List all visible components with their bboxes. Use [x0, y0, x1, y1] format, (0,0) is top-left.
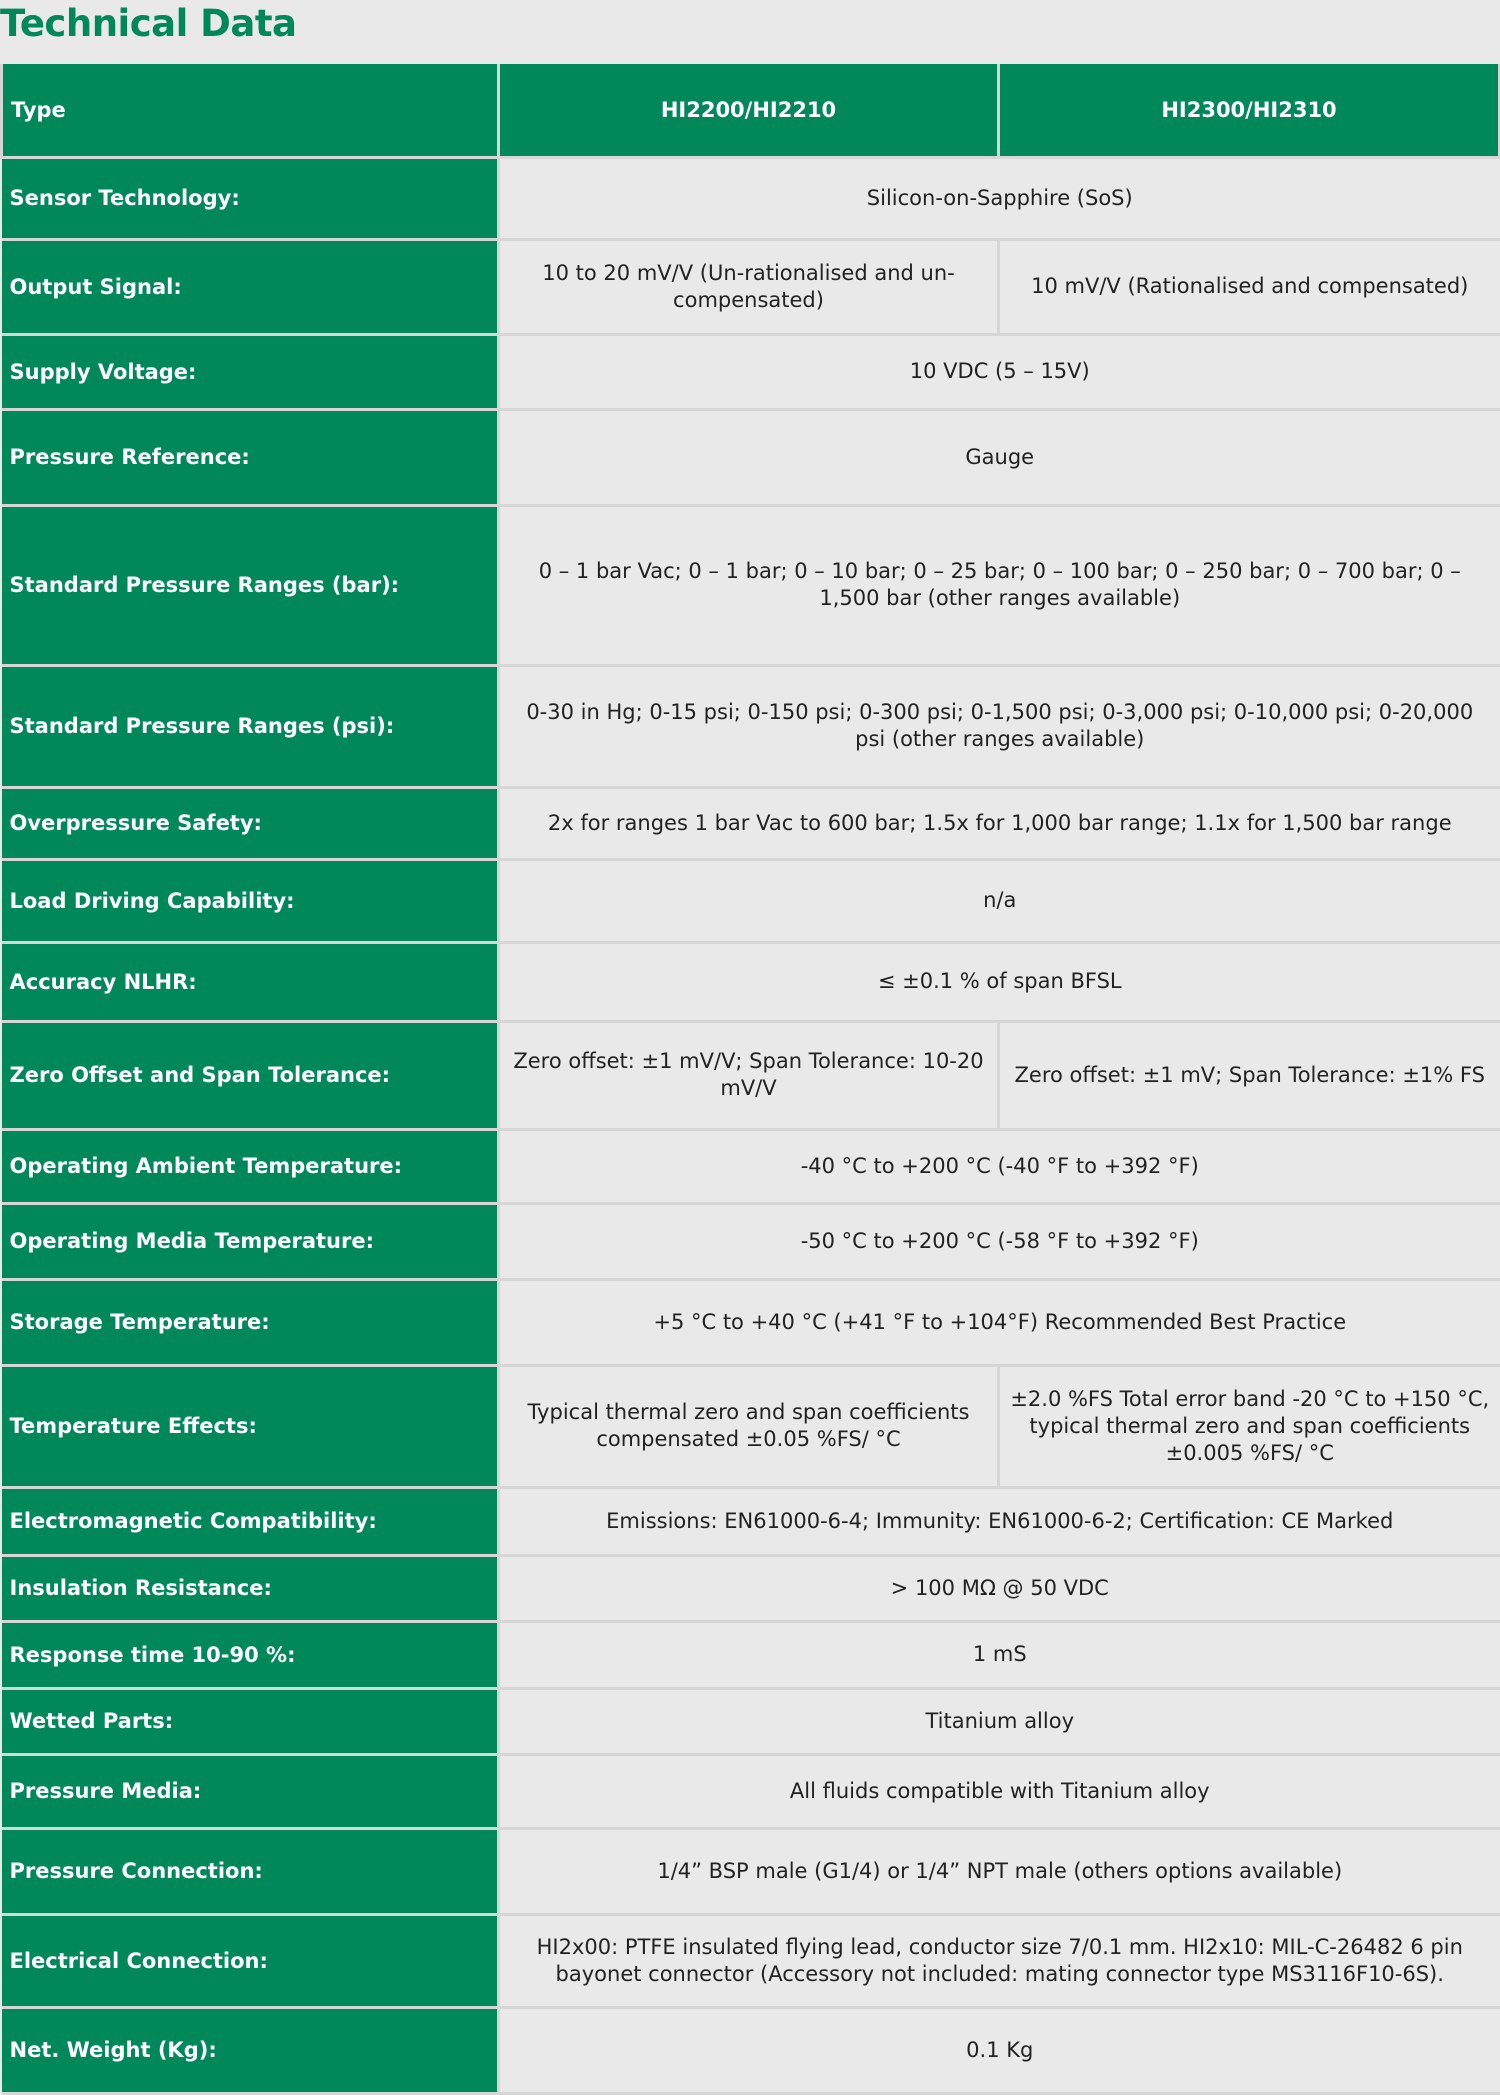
row-label: Net. Weight (Kg): [2, 2007, 499, 2093]
row-value: -50 °C to +200 °C (-58 °F to +392 °F) [499, 1203, 1500, 1279]
row-value: 0.1 Kg [499, 2007, 1500, 2093]
table-row [2, 1487, 1500, 1555]
row-label: Electromagnetic Compatibility: [2, 1487, 499, 1555]
row-value: HI2x00: PTFE insulated flying lead, conductor size 7/0.1 mm. HI2x10: MIL-C-26482 6 pin bayonet connector (Accessory not included: mating connector type MS3116F10-6S). [499, 1914, 1500, 2007]
table-row [2, 409, 1500, 505]
row-label: Zero Offset and Span Tolerance: [2, 1021, 499, 1129]
table-row [2, 1365, 1500, 1487]
row-value: n/a [499, 859, 1500, 942]
row-label: Insulation Resistance: [2, 1555, 499, 1621]
row-label: Standard Pressure Ranges (bar): [2, 505, 499, 665]
table-row [2, 334, 1500, 409]
row-value-hi2300: ±2.0 %FS Total error band -20 °C to +150 °C, typical thermal zero and span coefficients ±0.005 %FS/ °C [999, 1365, 1500, 1487]
row-value: 0 – 1 bar Vac; 0 – 1 bar; 0 – 10 bar; 0 – 25 bar; 0 – 100 bar; 0 – 250 bar; 0 – 700 bar; 0 – 1,500 bar (other ranges available) [499, 505, 1500, 665]
table-header-row [2, 64, 1500, 157]
row-value: 2x for ranges 1 bar Vac to 600 bar; 1.5x for 1,000 bar range; 1.1x for 1,500 bar range [499, 787, 1500, 859]
row-label: Temperature Effects: [2, 1365, 499, 1487]
table-row [2, 157, 1500, 239]
row-value: 1 mS [499, 1621, 1500, 1688]
row-label: Storage Temperature: [2, 1279, 499, 1365]
table-row [2, 1129, 1500, 1203]
table-row [2, 1754, 1500, 1828]
row-label: Overpressure Safety: [2, 787, 499, 859]
table-row [2, 1203, 1500, 1279]
table-row [2, 1688, 1500, 1754]
header-model-hi2300: HI2300/HI2310 [999, 64, 1500, 157]
table-row [2, 665, 1500, 787]
table-row [2, 1914, 1500, 2007]
table-row [2, 787, 1500, 859]
row-label: Sensor Technology: [2, 157, 499, 239]
page-title: Technical Data [0, 2, 297, 45]
row-value: 1/4” BSP male (G1/4) or 1/4” NPT male (others options available) [499, 1828, 1500, 1914]
header-type-label: Type [2, 64, 499, 157]
table-row [2, 1621, 1500, 1688]
table-row [2, 1021, 1500, 1129]
row-value-hi2300: 10 mV/V (Rationalised and compensated) [999, 239, 1500, 334]
row-value-hi2300: Zero offset: ±1 mV; Span Tolerance: ±1% FS [999, 1021, 1500, 1129]
row-label: Pressure Reference: [2, 409, 499, 505]
technical-data-table [0, 64, 1500, 2095]
row-value: > 100 MΩ @ 50 VDC [499, 1555, 1500, 1621]
row-value-hi2200: Zero offset: ±1 mV/V; Span Tolerance: 10-20 mV/V [499, 1021, 999, 1129]
row-label: Load Driving Capability: [2, 859, 499, 942]
row-value: Silicon-on-Sapphire (SoS) [499, 157, 1500, 239]
table-row [2, 1279, 1500, 1365]
row-label: Standard Pressure Ranges (psi): [2, 665, 499, 787]
row-label: Operating Media Temperature: [2, 1203, 499, 1279]
row-label: Electrical Connection: [2, 1914, 499, 2007]
row-value: 0-30 in Hg; 0-15 psi; 0-150 psi; 0-300 psi; 0-1,500 psi; 0-3,000 psi; 0-10,000 psi; 0-20,000 psi (other ranges available) [499, 665, 1500, 787]
row-label: Pressure Media: [2, 1754, 499, 1828]
row-label: Output Signal: [2, 239, 499, 334]
row-value: All fluids compatible with Titanium alloy [499, 1754, 1500, 1828]
row-value: +5 °C to +40 °C (+41 °F to +104°F) Recommended Best Practice [499, 1279, 1500, 1365]
table-row [2, 1828, 1500, 1914]
row-label: Operating Ambient Temperature: [2, 1129, 499, 1203]
table-row [2, 239, 1500, 334]
row-label: Wetted Parts: [2, 1688, 499, 1754]
row-value-hi2200: 10 to 20 mV/V (Un-rationalised and un-compensated) [499, 239, 999, 334]
row-label: Pressure Connection: [2, 1828, 499, 1914]
row-value: 10 VDC (5 – 15V) [499, 334, 1500, 409]
row-value: Emissions: EN61000-6-4; Immunity: EN61000-6-2; Certification: CE Marked [499, 1487, 1500, 1555]
table-row [2, 1555, 1500, 1621]
row-label: Supply Voltage: [2, 334, 499, 409]
row-value: Gauge [499, 409, 1500, 505]
table-row [2, 2007, 1500, 2093]
header-model-hi2200: HI2200/HI2210 [499, 64, 999, 157]
table-row [2, 942, 1500, 1021]
row-value: -40 °C to +200 °C (-40 °F to +392 °F) [499, 1129, 1500, 1203]
row-label: Response time 10-90 %: [2, 1621, 499, 1688]
table-row [2, 859, 1500, 942]
table-row [2, 505, 1500, 665]
row-value-hi2200: Typical thermal zero and span coefficients compensated ±0.05 %FS/ °C [499, 1365, 999, 1487]
row-value: Titanium alloy [499, 1688, 1500, 1754]
row-value: ≤ ±0.1 % of span BFSL [499, 942, 1500, 1021]
row-label: Accuracy NLHR: [2, 942, 499, 1021]
